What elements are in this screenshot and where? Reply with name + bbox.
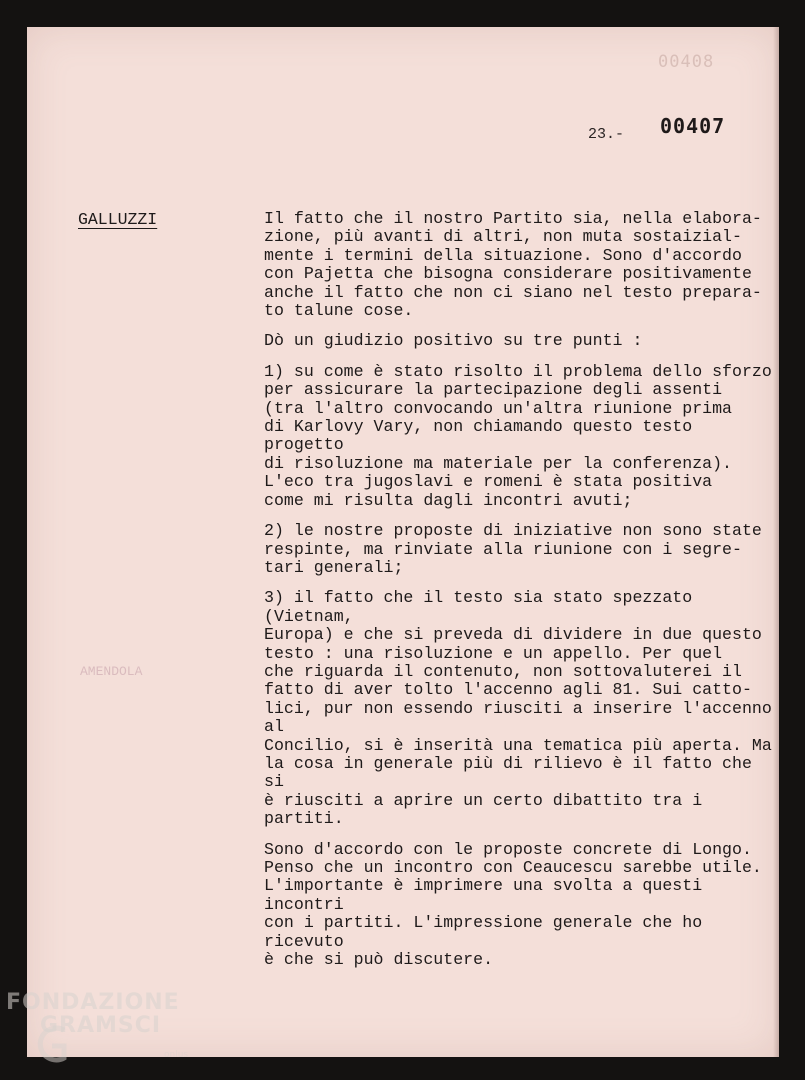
bleed-through-number: 00408 [658,52,715,72]
paragraph: Dò un giudizio positivo su tre punti : [264,331,643,351]
watermark-suffix: onlus [164,1050,189,1060]
watermark-line2: GRAMSCI [40,1013,162,1038]
paragraph: 2) le nostre proposte di iniziative non sono state respinte, ma rinviate alla riunione con i segre- tari generali; [264,521,762,577]
paragraph: 1) su come è stato risolto il problema dello sforzo per assicurare la partecipazione degli assenti (tra l'altro convocando un'altra riunione prima di Karlovy Vary, non chiamando questo testo progetto di risoluzione ma materiale per la conferenza). L'eco tra jugoslavi e romeni è stata positiva come mi risulta dagli incontri avuti; [264,361,772,510]
speaker-name: GALLUZZI [78,210,158,229]
paragraph: Il fatto che il nostro Partito sia, nella elabora- zione, più avanti di altri, non muta sostaizial- mente i termini della situazione. Sono d'accordo con Pajetta che bisogna considerare positivamente anche il fatto che non ci siano nel testo prepara- to talune cose. [264,209,762,321]
paragraph: Sono d'accordo con le proposte concrete di Longo. Penso che un incontro con Ceaucescu sarebbe utile. L'importante è imprimere una svolta a questi incontri con i partiti. L'impressione generale che ho ricevuto è che si può discutere. [264,839,762,970]
speech-body [264,210,779,981]
archive-stamp-number: 00407 [660,114,726,138]
bleed-through-speaker: AMENDOLA [80,664,143,679]
page-number: 23.- [588,126,625,143]
paragraph: 3) il fatto che il testo sia stato spezzato (Vietnam, Europa) e che si preveda di dividere in due questo testo : una risoluzione e un appello. Per quel che riguarda il contenuto, non sottovaluterei il fatto di aver tolto l'accenno agli 81. Sui catto- lici, pur non essendo riusciti a inserire l'accenno al Concilio, si è inserità una tematica più aperta. Ma la cosa in generale più di rilievo è il fatto che si è riusciti a aprire un certo dibattito tra i partiti. [264,588,772,829]
watermark-line1: FONDAZIONE [6,990,180,1015]
gramsci-logo-icon [34,1018,70,1068]
fondazione-gramsci-watermark [6,990,206,1070]
